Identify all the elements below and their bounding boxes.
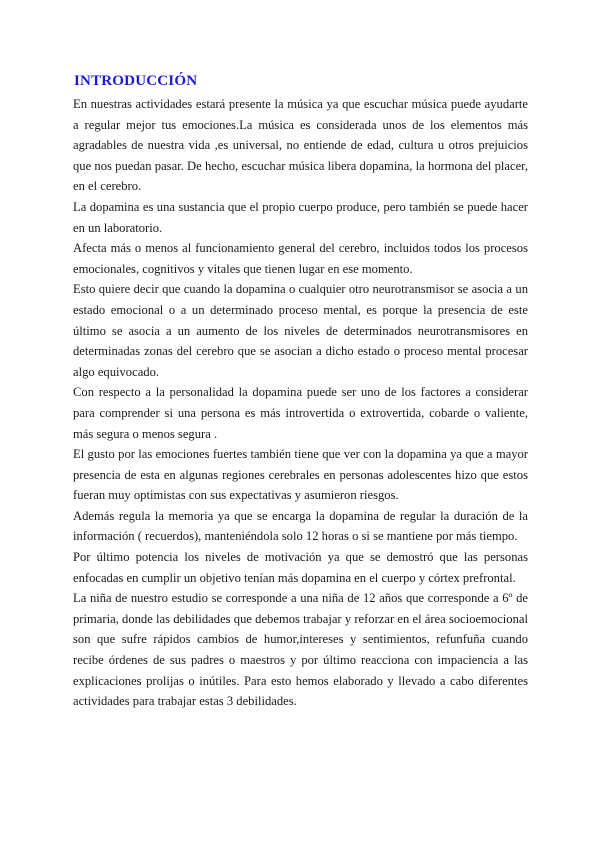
document-page <box>73 68 528 712</box>
paragraph-dopamine-definition: La dopamina es una sustancia que el propio cuerpo produce, pero también se puede hacer en un laboratorio. <box>73 199 528 235</box>
paragraph-memory: Además regula la memoria ya que se encarga la dopamina de regular la duración de la información ( recuerdos), manteniéndola solo 12 horas o si se mantiene por más tiempo. <box>73 508 528 544</box>
paragraph-neurotransmitters: Esto quiere decir que cuando la dopamina o cualquier otro neurotransmisor se asocia a un estado emocional o a un determinado proceso mental, es porque la presencia de este último se asocia a un aumento de los niveles de determinados neurotransmisores en determinadas zonas del cerebro que se asocian a dicho estado o proceso mental procesar algo equivocado. <box>73 282 528 379</box>
paragraph-personality: Con respecto a la personalidad la dopamina puede ser uno de los factores a considerar para comprender si una persona es más introvertida o extrovertida, cobarde o valiente, más segura o menos segura . <box>73 385 528 441</box>
paragraph-strong-emotions: El gusto por las emociones fuertes también tiene que ver con la dopamina ya que a mayor presencia de esta en algunas regiones cerebrales en personas adolescentes hizo que estos fueran muy optimistas con sus expectativas y asumieron riesgos. <box>73 447 528 503</box>
paragraph-case-study: La niña de nuestro estudio se corresponde a una niña de 12 años que corresponde a 6º de primaria, donde las debilidades que debemos trabajar y reforzar en el área socioemocional son que sufre rápidos cambios de humor,intereses y sentimientos, refunfuña cuando recibe órdenes de sus padres o maestros y por último reacciona con impaciencia a las explicaciones prolijas o inútiles. Para esto hemos elaborado y llevado a cabo diferentes actividades para trabajar estas 3 debilidades. <box>73 591 528 709</box>
paragraph-motivation: Por último potencia los niveles de motivación ya que se demostró que las personas enfocadas en cumplir un objetivo tenían más dopamina en el cuerpo y córtex prefrontal. <box>73 550 528 585</box>
paragraph-brain-function: Afecta más o menos al funcionamiento general del cerebro, incluidos todos los procesos emocionales, cognitivos y vitales que tienen lugar en ese momento. <box>73 241 528 276</box>
page-title: INTRODUCCIÓN <box>74 73 198 89</box>
paragraph-music: En nuestras actividades estará presente la música ya que escuchar música puede ayudarte a regular mejor tus emociones.La música es considerada unos de los elementos más agradables de nuestra vida ,es universal, no entiende de edad, cultura u otros prejuicios que nos puedan pasar. De hecho, escuchar música libera dopamina, la hormona del placer, en el cerebro. <box>73 97 528 194</box>
